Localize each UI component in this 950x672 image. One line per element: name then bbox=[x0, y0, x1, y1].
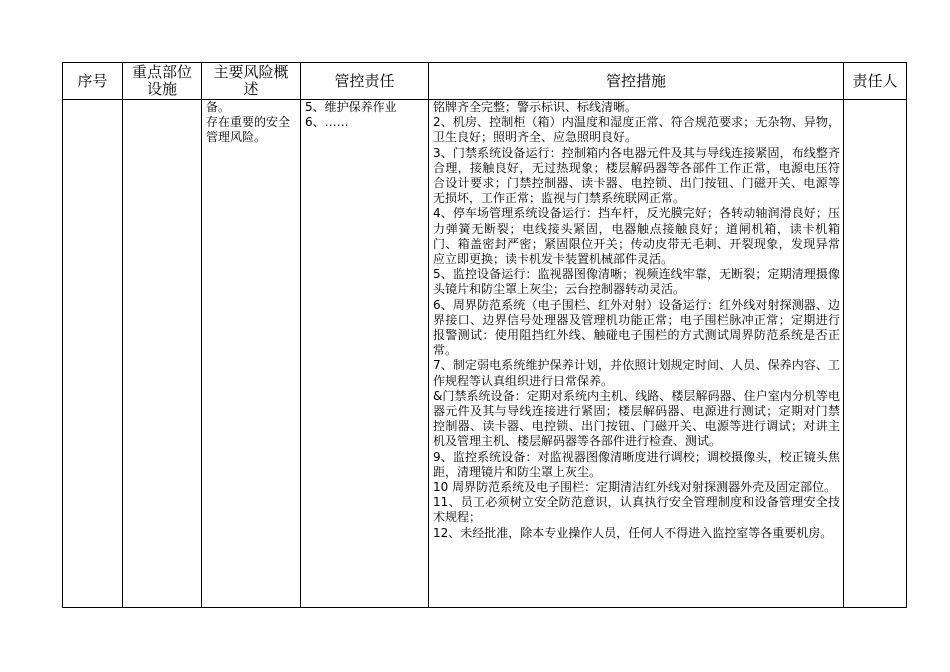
seq-value bbox=[63, 100, 122, 607]
header-seq: 序号 bbox=[63, 63, 123, 100]
responsibility-line: 5、维护保养作业 bbox=[305, 100, 397, 114]
measure-paragraph: 12、未经批准，除本专业操作人员，任何人不得进入监控室等各重要机房。 bbox=[433, 525, 833, 540]
owner-value bbox=[844, 100, 906, 607]
header-row bbox=[63, 63, 907, 100]
measure-paragraph: 11、员工必须树立安全防范意识，认真执行安全管理制度和设备管理安全技术规程； bbox=[433, 495, 840, 525]
measure-paragraph: 3、门禁系统设备运行：控制箱内各电器元件及其与导线连接紧固，布线整齐合理，接触良好，无过热现象；楼层解码器等各部件工作正常，电源电压符合设计要求；门禁控制器、读卡器、电控锁、出门按钮、门磁开关、电源等无损坏，工作正常；监视与门禁系统联网正常。 bbox=[433, 145, 840, 206]
cell-owner bbox=[844, 100, 907, 608]
header-owner: 责任人 bbox=[844, 63, 907, 100]
header-responsibility: 管控责任 bbox=[301, 63, 429, 100]
cell-location bbox=[123, 100, 202, 608]
cell-responsibility bbox=[301, 100, 429, 608]
cell-seq bbox=[63, 100, 123, 608]
measure-paragraph: 5、监控设备运行：监视器图像清晰；视频连线牢靠，无断裂；定期清理摄像头镜片和防尘罩上灰尘；云台控制器转动灵活。 bbox=[433, 267, 840, 297]
measure-paragraph: 9、监控系统设备：对监视器图像清晰度进行调校；调校摄像头，校正镜头焦距，清理镜片和防尘罩上灰尘。 bbox=[433, 449, 840, 479]
responsibility-text bbox=[301, 100, 428, 607]
risk-control-table bbox=[62, 62, 907, 608]
responsibility-line: 6、…… bbox=[305, 115, 349, 130]
measure-paragraph: 2、机房、控制柜（箱）内温度和湿度正常、符合规范要求；无杂物、异物，卫生良好；照明齐全、应急照明良好。 bbox=[433, 115, 840, 145]
risk-line: 备。 bbox=[206, 100, 231, 114]
header-location: 重点部位设施 bbox=[123, 63, 202, 100]
table-row bbox=[63, 100, 907, 608]
measures-text bbox=[429, 100, 843, 607]
risk-text bbox=[202, 100, 300, 607]
measure-paragraph: &门禁系统设备：定期对系统内主机、线路、楼层解码器、住户室内分机等电器元件及其与导线连接进行紧固；楼层解码器、电源进行测试；定期对门禁控制器、读卡器、电控锁、出门按钮、门磁开关、电源等进行调试；对讲主机及管理主机、楼层解码器等各部件进行检查、测试。 bbox=[433, 388, 840, 449]
measure-paragraph: 6、周界防范系统（电子围栏、红外对射）设备运行：红外线对射探测器、边界接口、边界信号处理器及管理机功能正常；电子围栏脉冲正常；定期进行报警测试：使用阻挡红外线、触碰电子围栏的方式测试周界防范系统是否正常。 bbox=[433, 297, 840, 358]
risk-line: 存在重要的安全管理风险。 bbox=[206, 115, 291, 145]
measure-paragraph: 7、制定弱电系统维护保养计划，并依照计划规定时间、人员、保养内容、工作规程等认真组织进行日常保养。 bbox=[433, 358, 840, 388]
measure-paragraph: 10 周界防范系统及电子围栏：定期清洁红外线对射探测器外壳及固定部位。 bbox=[433, 480, 837, 495]
location-value bbox=[123, 100, 201, 607]
cell-risk bbox=[202, 100, 301, 608]
measure-paragraph: 4、停车场管理系统设备运行：挡车杆，反光膜完好；各转动轴润滑良好；压力弹簧无断裂；电线接头紧固，电器触点接触良好；道闸机箱，读卡机箱门、箱盖密封严密；紧固限位开关；传动皮带无毛刺、开裂现象，发现异常应立即更换；读卡机发卡装置机械部件灵活。 bbox=[433, 206, 840, 267]
header-risk: 主要风险概述 bbox=[202, 63, 301, 100]
cell-measures bbox=[429, 100, 844, 608]
header-measures: 管控措施 bbox=[429, 63, 844, 100]
measure-paragraph: 铭牌齐全完整；警示标识、标线清晰。 bbox=[433, 100, 638, 114]
